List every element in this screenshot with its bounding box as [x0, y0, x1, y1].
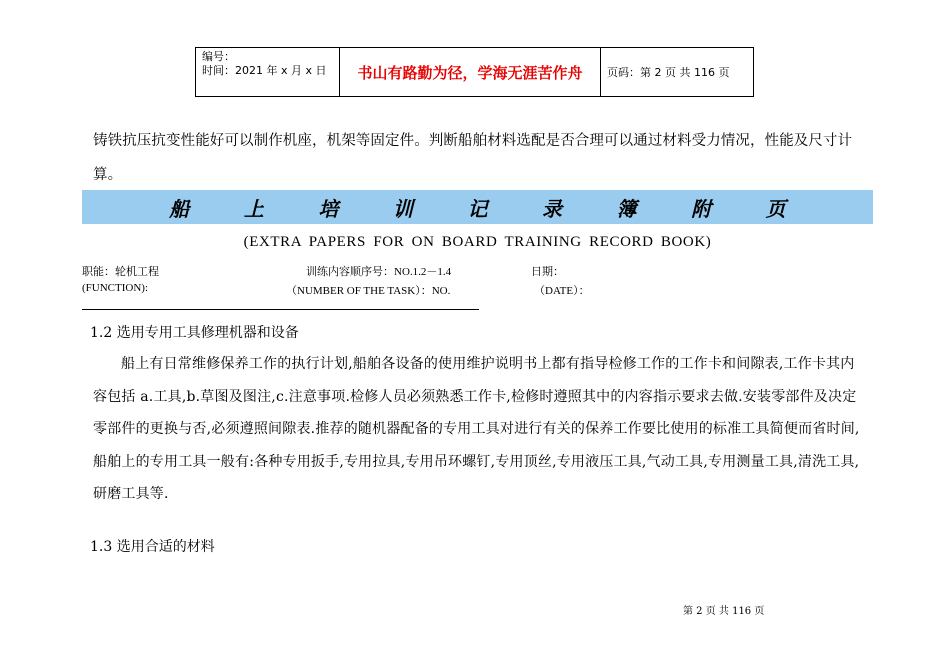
- section-1-2-body: 船上有日常维修保养工作的执行计划,船舶各设备的使用维护说明书上都有指导检修工作的工作卡和间隙表,工作卡其内容包括 a.工具,b.草图及图注,c.注意事项.检修人员必须熟悉工作卡,检修时遵照其中的内容指示要求去做.安装零部件及决定零部件的更换与否,必须遵照间隙表.推荐的随机器配备的专用工具对进行有关的保养工作要比使用的标准工具简便而省时间,船舶上的专用工具一般有:各种专用扳手,专用拉具,专用吊环螺钉,专用顶丝,专用液压工具,气动工具,专用测量工具,清洗工具,研磨工具等.: [93, 356, 860, 502]
- banner-char: 上: [243, 196, 264, 221]
- motto: 书山有路勤为径，学海无涯苦作舟: [340, 48, 601, 96]
- section-1-3-title: 1.3 选用合适的材料: [90, 539, 215, 555]
- banner-char: 培: [318, 196, 339, 221]
- page-footer: 第 2 页 共 116 页: [683, 606, 765, 617]
- date-cn: 日期：: [531, 266, 564, 278]
- header-left-cell: [196, 48, 340, 96]
- function-en: (FUNCTION):: [82, 282, 148, 294]
- date-en: （DATE）：: [534, 285, 590, 297]
- intro-paragraph: 铸铁抗压抗变性能好可以制作机座，机架等固定件。判断船舶材料选配是否合理可以通过材料受力情况，性能及尺寸计算。: [93, 133, 853, 183]
- banner-char: 船: [169, 196, 190, 221]
- number-label: 编号：: [202, 50, 235, 63]
- header-table: [195, 47, 754, 97]
- subtitle: (EXTRA PAPERS FOR ON BOARD TRAINING RECORD BOOK): [243, 234, 712, 250]
- task-cn: 训练内容顺序号：NO.1.2－1.4: [306, 266, 452, 278]
- title-banner: [82, 190, 873, 224]
- time-label: 时间：2021 年 x 月 x 日: [202, 64, 327, 77]
- banner-char: 页: [765, 196, 786, 221]
- banner-char: 附: [691, 196, 712, 221]
- banner-char: 训: [392, 196, 413, 221]
- banner-char: 簿: [616, 196, 637, 221]
- divider: [82, 309, 479, 310]
- function-cn: 职能：轮机工程: [82, 266, 159, 278]
- banner-char: 记: [467, 196, 488, 221]
- task-en: （NUMBER OF THE TASK）：NO.: [286, 285, 451, 297]
- banner-char: 录: [542, 196, 562, 221]
- section-1-2-title: 1.2 选用专用工具修理机器和设备: [90, 325, 299, 341]
- page-info: 页码：第 2 页 共 116 页: [607, 66, 730, 79]
